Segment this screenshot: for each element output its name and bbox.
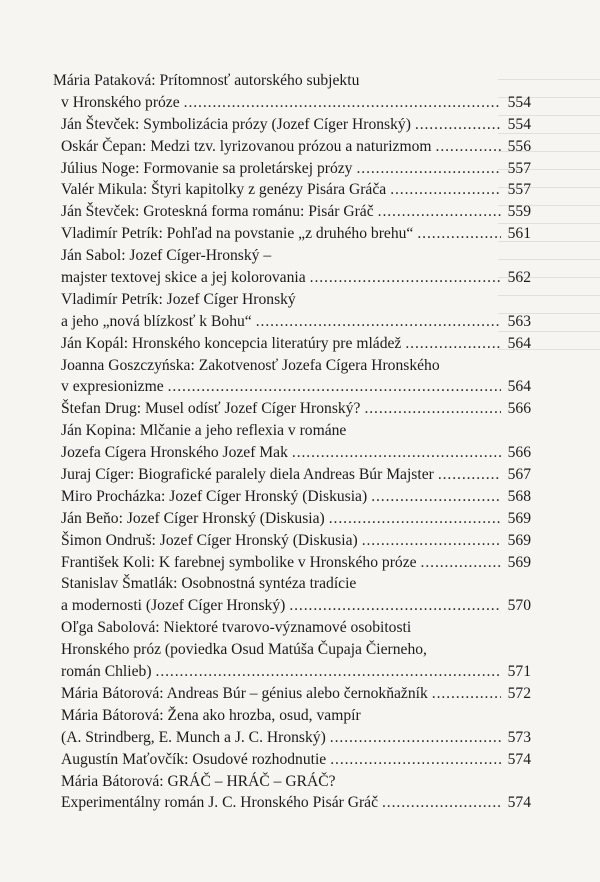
dot-leader: [364, 398, 501, 420]
page-number: 568: [507, 487, 531, 505]
toc-entry-line: [53, 442, 531, 464]
toc-entry-text: Miro Procházka: Jozef Cíger Hronský (Diskusia): [61, 487, 368, 505]
toc-entry-text: Vladimír Petrík: Pohľad na povstanie „z druhého brehu“: [61, 225, 414, 243]
dot-leader: [256, 311, 501, 333]
toc-entry-line: [53, 201, 531, 223]
page-number: 571: [507, 663, 531, 681]
toc-entry-line: [53, 289, 531, 311]
toc-entry-line: [53, 705, 531, 727]
dot-leader: [415, 114, 501, 136]
toc-entry-text: Ján Kopál: Hronského koncepcia literatúry pre mládež: [61, 334, 402, 352]
page-number: 574: [507, 750, 531, 768]
toc-entry-text: Juraj Cíger: Biografické paralely diela Andreas Búr Majster: [61, 466, 434, 484]
toc-entry-text: Mária Bátorová: GRÁČ – HRÁČ – GRÁČ?: [61, 772, 336, 790]
toc-entry-text: Ján Števček: Groteskná forma románu: Pisár Gráč: [61, 203, 374, 221]
toc-entry-line: [53, 333, 531, 355]
dot-leader: [168, 376, 501, 398]
dot-leader: [405, 333, 501, 355]
toc-entry-line: [53, 398, 531, 420]
toc-entry-line: [53, 573, 531, 595]
toc-entry-line: [53, 158, 531, 180]
page-number: 559: [507, 203, 531, 221]
toc-entry-text: Štefan Drug: Musel odísť Jozef Cíger Hronský?: [61, 400, 361, 418]
toc-entry-text: Jozefa Cígera Hronského Jozef Mak: [61, 444, 288, 462]
page-number: 556: [507, 137, 531, 155]
dot-leader: [382, 792, 501, 814]
toc-entry-text: v Hronského próze: [61, 93, 180, 111]
toc-entry-line: [53, 552, 531, 574]
toc-entry-line: [53, 595, 531, 617]
page-number: 567: [507, 466, 531, 484]
toc-entry-line: [53, 749, 531, 771]
toc-entry-text: Mária Bátorová: Žena ako hrozba, osud, vampír: [61, 706, 361, 724]
toc-entry-line: [53, 114, 531, 136]
toc-entry-line: [53, 464, 531, 486]
toc-entry-text: Joanna Goszczyńska: Zakotvenosť Jozefa Cígera Hronského: [61, 356, 440, 374]
toc-entry-text: a modernosti (Jozef Cíger Hronský): [61, 597, 286, 615]
toc-entry-text: román Chlieb): [61, 663, 152, 681]
page-number: 562: [507, 269, 531, 287]
toc-entry-text: Oskár Čepan: Medzi tzv. lyrizovanou prózou a naturizmom: [61, 137, 432, 155]
toc-entry-line: [53, 661, 531, 683]
toc-entry-text: Oľga Sabolová: Niektoré tvarovo-významové osobitosti: [61, 619, 412, 637]
toc-entry-line: [53, 179, 531, 201]
toc-entry-text: majster textovej skice a jej kolorovania: [61, 269, 306, 287]
toc-entry-line: [53, 355, 531, 377]
dot-leader: [438, 464, 501, 486]
dot-leader: [330, 727, 501, 749]
toc-entry-line: [53, 530, 531, 552]
toc-entry-text: Valér Mikula: Štyri kapitolky z genézy Pisára Gráča: [61, 181, 387, 199]
toc-entry-text: Mária Pataková: Prítomnosť autorského subjektu: [53, 72, 360, 89]
toc-entry-line: [53, 376, 531, 398]
toc-entry-line: [53, 771, 531, 793]
toc-entry-line: [53, 245, 531, 267]
dot-leader: [292, 442, 501, 464]
toc-entry-line: [53, 508, 531, 530]
toc-entry-line: [53, 486, 531, 508]
toc-entry-text: František Koli: K farebnej symbolike v Hronského próze: [61, 553, 417, 571]
toc-entry-text: Stanislav Šmatlák: Osobnostná syntéza tradície: [61, 575, 357, 593]
toc-entry-text: (A. Strindberg, E. Munch a J. C. Hronský): [61, 728, 326, 746]
page-number: 569: [507, 531, 531, 549]
toc-entry-text: Ján Sabol: Jozef Cíger-Hronský –: [61, 247, 272, 265]
toc-entry-line: [53, 639, 531, 661]
toc-entry-text: Experimentálny román J. C. Hronského Pisár Gráč: [61, 794, 378, 812]
page-number: 570: [507, 597, 531, 615]
page-number: 554: [507, 93, 531, 111]
dot-leader: [378, 201, 501, 223]
toc-entry-text: Hronského próz (poviedka Osud Matúša Čupaja Čierneho,: [61, 641, 427, 659]
dot-leader: [356, 158, 501, 180]
toc-entry-text: Ján Kopina: Mlčanie a jeho reflexia v románe: [61, 422, 347, 440]
dot-leader: [371, 486, 501, 508]
page-number: 554: [507, 115, 531, 133]
dot-leader: [329, 508, 501, 530]
dot-leader: [390, 179, 501, 201]
dot-leader: [436, 136, 501, 158]
toc-entry-text: Ján Beňo: Jozef Cíger Hronský (Diskusia): [61, 509, 325, 527]
toc-entry-line: [53, 617, 531, 639]
table-of-contents: [53, 70, 531, 814]
page-number: 566: [507, 400, 531, 418]
toc-entry-text: Šimon Ondruš: Jozef Cíger Hronský (Diskusia): [61, 531, 358, 549]
toc-entry-text: v expresionizme: [61, 378, 164, 396]
page-number: 564: [507, 334, 531, 352]
toc-entry-text: Mária Bátorová: Andreas Búr – génius alebo černokňažník: [61, 684, 428, 702]
dot-leader: [156, 661, 501, 683]
page-number: 564: [507, 378, 531, 396]
page-number: 572: [507, 684, 531, 702]
page-number: 561: [507, 225, 531, 243]
page-number: 557: [507, 181, 531, 199]
toc-entry-line: [53, 92, 531, 114]
dot-leader: [432, 683, 501, 705]
page-number: 557: [507, 159, 531, 177]
toc-entry-text: Augustín Maťovčík: Osudové rozhodnutie: [61, 750, 327, 768]
toc-entry-line: [53, 267, 531, 289]
page-number: 569: [507, 509, 531, 527]
dot-leader: [417, 223, 501, 245]
dot-leader: [184, 92, 501, 114]
dot-leader: [330, 749, 501, 771]
toc-entry-line: [53, 420, 531, 442]
toc-entry-line: [53, 792, 531, 814]
toc-entry-line: [53, 136, 531, 158]
toc-entry-line: [53, 727, 531, 749]
dot-leader: [362, 530, 501, 552]
page-number: 566: [507, 444, 531, 462]
toc-entry-text: Vladimír Petrík: Jozef Cíger Hronský: [61, 290, 296, 308]
page-number: 573: [507, 728, 531, 746]
page-number: 574: [507, 794, 531, 812]
dot-leader: [421, 552, 501, 574]
page-number: 563: [507, 312, 531, 330]
toc-entry-text: Ján Števček: Symbolizácia prózy (Jozef Cíger Hronský): [61, 115, 411, 133]
dot-leader: [310, 267, 501, 289]
toc-entry-line: [53, 223, 531, 245]
toc-entry-line: [53, 70, 531, 92]
dot-leader: [289, 595, 501, 617]
toc-entry-line: [53, 683, 531, 705]
page-number: 569: [507, 553, 531, 571]
toc-entry-text: Július Noge: Formovanie sa proletárskej prózy: [61, 159, 353, 177]
toc-entry-line: [53, 311, 531, 333]
toc-entry-text: a jeho „nová blízkosť k Bohu“: [61, 312, 252, 330]
